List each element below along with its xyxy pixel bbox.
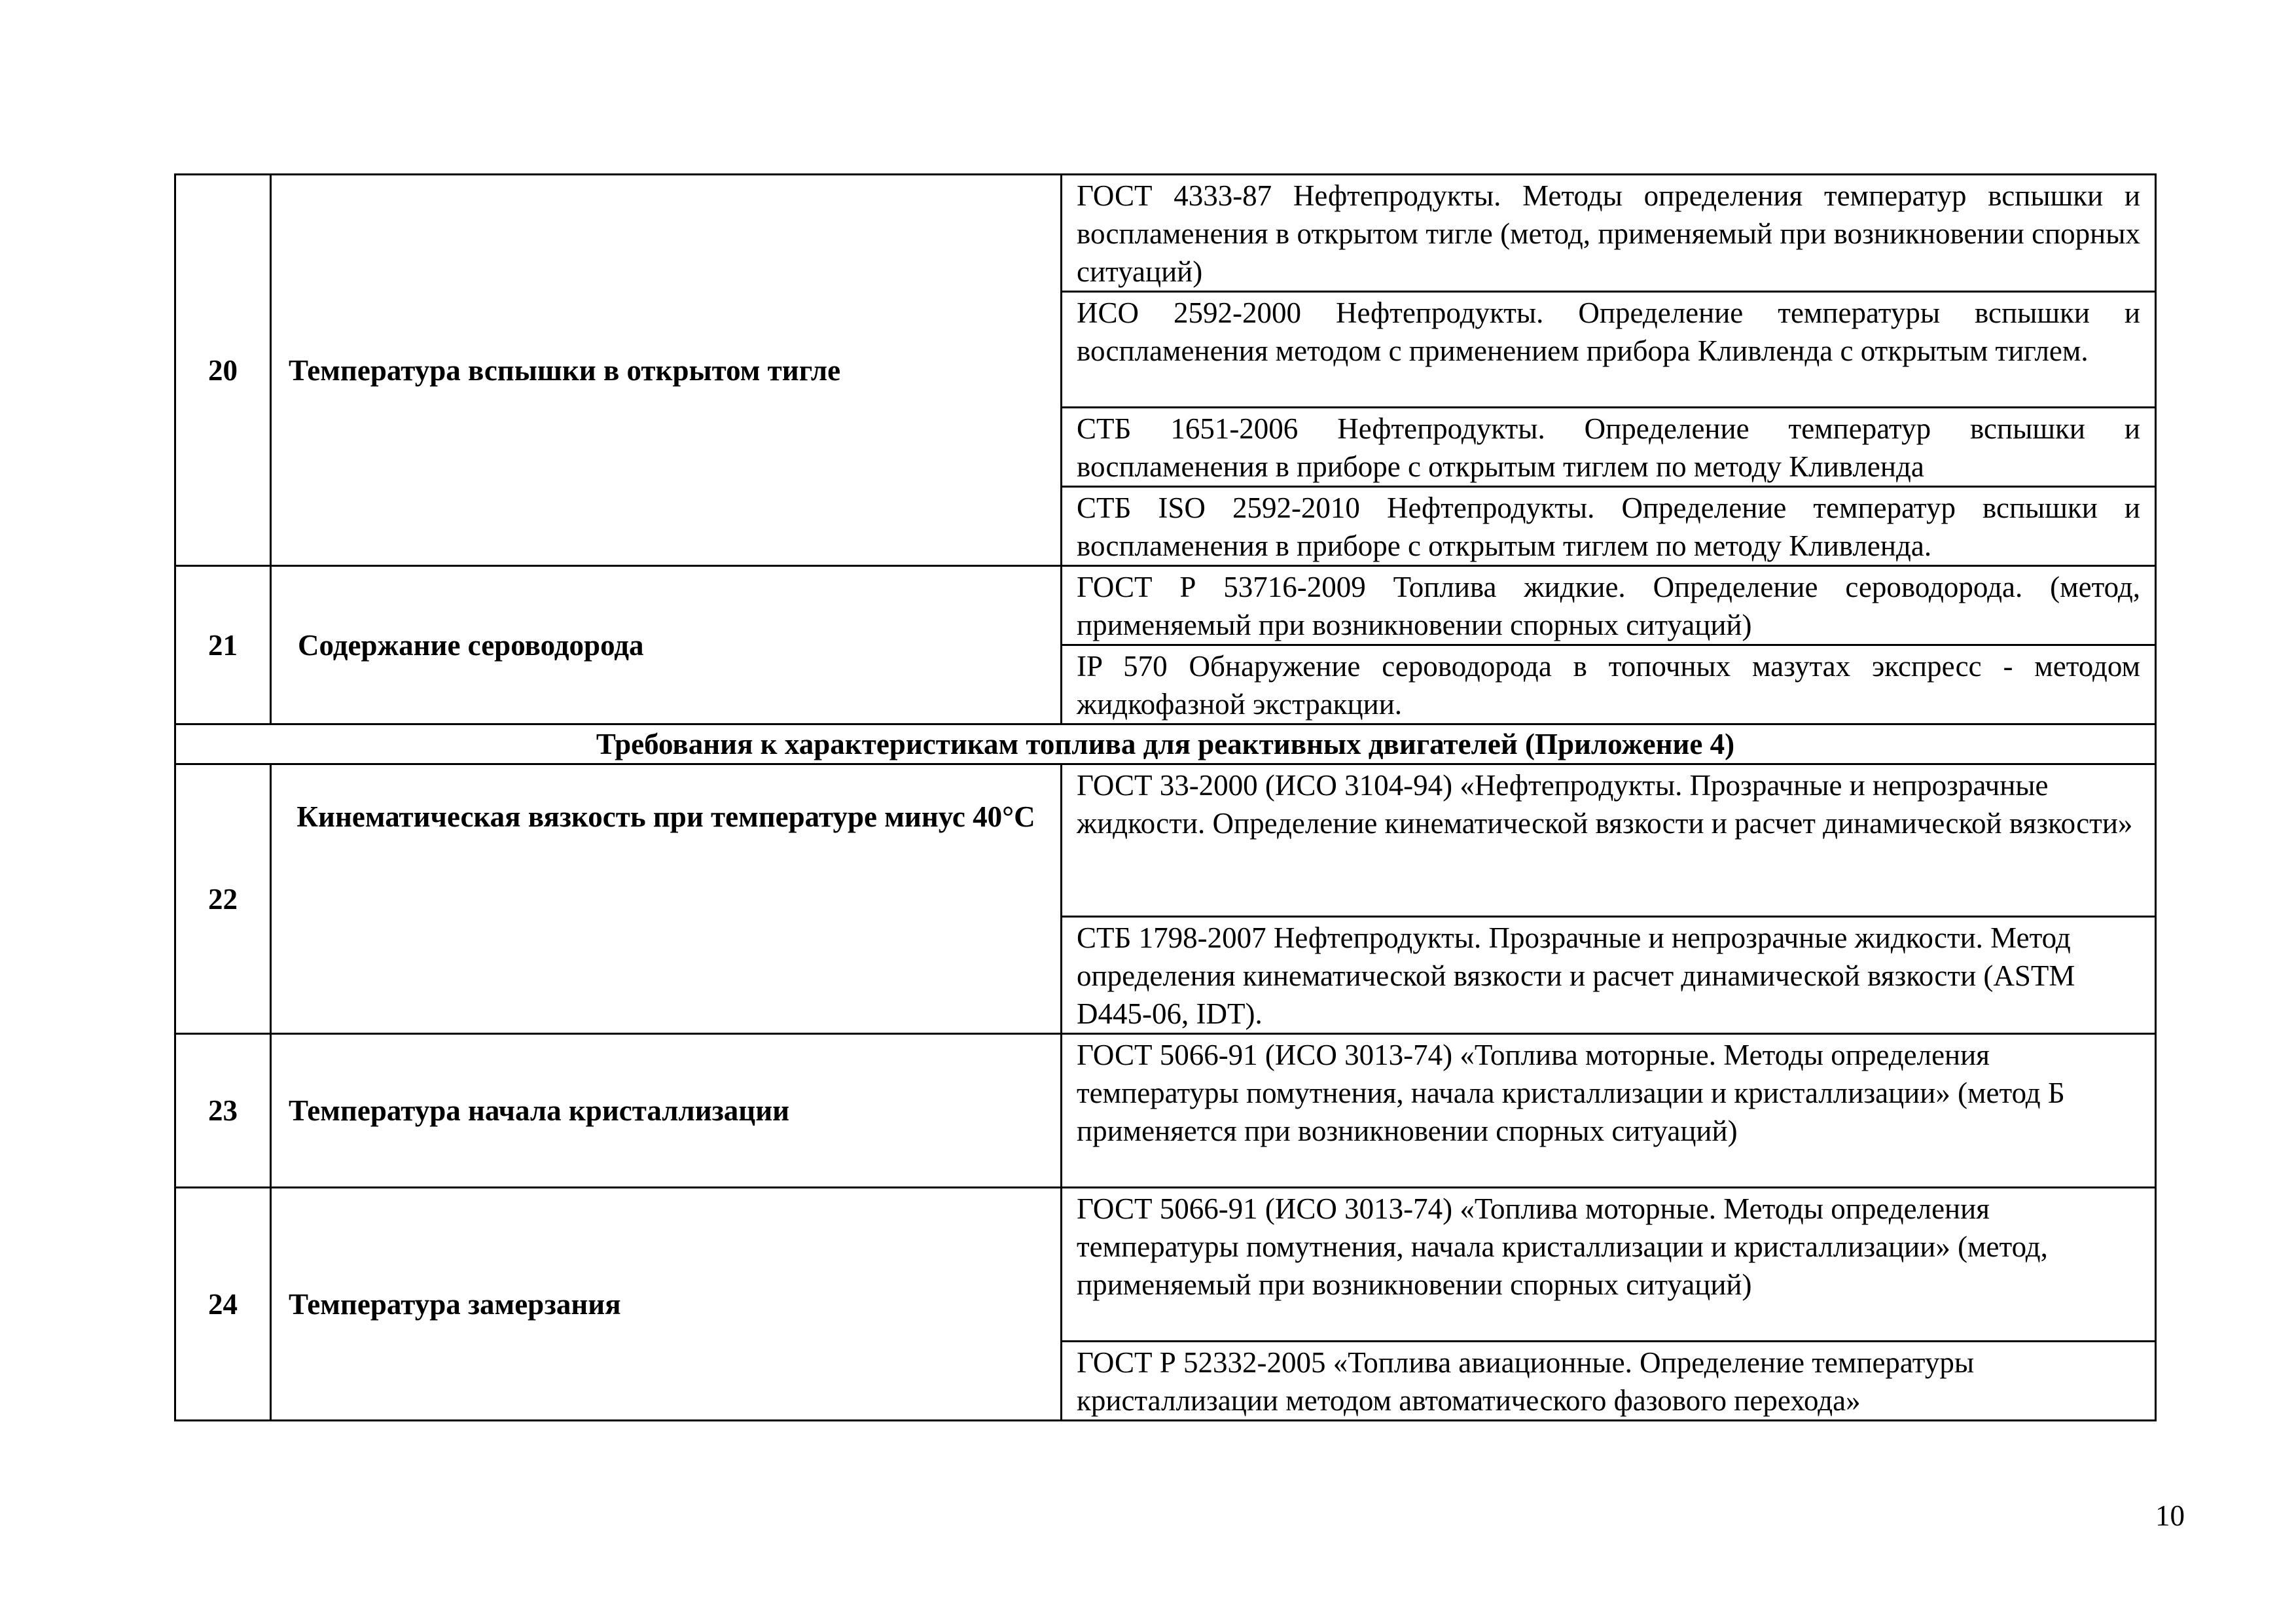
characteristic-name: Температура замерзания [271,1188,1062,1421]
section-header-row [175,724,2156,764]
table-row [175,1034,2156,1188]
table-row [175,175,2156,292]
table-row [175,764,2156,917]
standard-cell: ГОСТ 5066-91 (ИСО 3013-74) «Топлива моторные. Методы определения температуры помутнения, начала кристаллизации и кристаллизации» (метод Б применяется при возникновении спорных ситуаций) [1062,1034,2156,1188]
row-number: 21 [175,566,271,724]
table-row [175,566,2156,645]
standard-cell: ГОСТ 4333-87 Нефтепродукты. Методы определения температур вспышки и воспламенения в открытом тигле (метод, применяемый при возникновении спорных ситуаций) [1062,175,2156,292]
standard-cell: ГОСТ Р 53716-2009 Топлива жидкие. Определение сероводорода. (метод, применяемый при возникновении спорных ситуаций) [1062,566,2156,645]
characteristic-name: Температура начала кристаллизации [271,1034,1062,1188]
standard-cell: ГОСТ Р 52332-2005 «Топлива авиационные. Определение температуры кристаллизации методом автоматического фазового перехода» [1062,1342,2156,1421]
row-number: 24 [175,1188,271,1421]
standard-cell: ИСО 2592-2000 Нефтепродукты. Определение температуры вспышки и воспламенения методом с применением прибора Кливленда с открытым тиглем. [1062,292,2156,408]
standard-cell: ГОСТ 33-2000 (ИСО 3104-94) «Нефтепродукты. Прозрачные и непрозрачные жидкости. Определение кинематической вязкости и расчет динамической вязкости» [1062,764,2156,917]
page-number: 10 [2155,1499,2185,1532]
characteristic-name: Температура вспышки в открытом тигле [271,175,1062,566]
row-number: 20 [175,175,271,566]
row-number: 23 [175,1034,271,1188]
section-header: Требования к характеристикам топлива для реактивных двигателей (Приложение 4) [175,724,2156,764]
characteristic-name: Содержание сероводорода [271,566,1062,724]
standard-cell: СТБ ISO 2592-2010 Нефтепродукты. Определение температур вспышки и воспламенения в приборе с открытым тиглем по методу Кливленда. [1062,487,2156,566]
standard-cell: СТБ 1798-2007 Нефтепродукты. Прозрачные и непрозрачные жидкости. Метод определения кинематической вязкости и расчет динамической вязкости (ASTM D445-06, IDT). [1062,917,2156,1034]
standard-cell: IP 570 Обнаружение сероводорода в топочных мазутах экспресс - методом жидкофазной экстракции. [1062,645,2156,724]
characteristic-name: Кинематическая вязкость при температуре минус 40°С [271,764,1062,1034]
standards-table [174,173,2157,1421]
row-number: 22 [175,764,271,1034]
standard-cell: ГОСТ 5066-91 (ИСО 3013-74) «Топлива моторные. Методы определения температуры помутнения, начала кристаллизации и кристаллизации» (метод, применяемый при возникновении спорных ситуаций) [1062,1188,2156,1342]
table-row [175,1188,2156,1342]
standard-cell: СТБ 1651-2006 Нефтепродукты. Определение температур вспышки и воспламенения в приборе с открытым тиглем по методу Кливленда [1062,408,2156,487]
